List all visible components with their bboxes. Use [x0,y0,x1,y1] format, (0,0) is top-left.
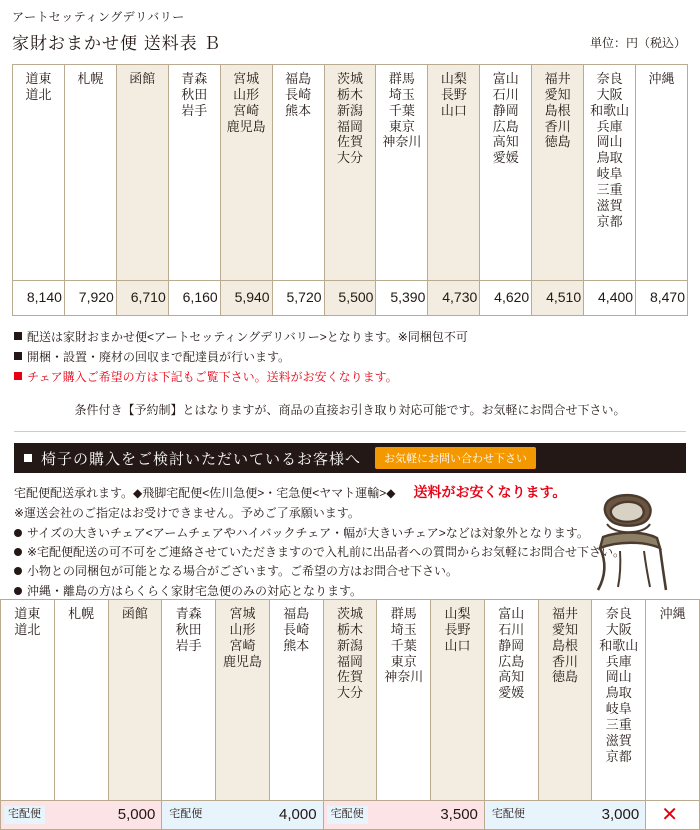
chair-table-region-row [1,600,700,801]
chair-region-cell: 札幌 [54,600,108,801]
fee-price-cell: 4,620 [480,281,532,316]
chair-note-text: 小物との同梱包が可能となる場合がございます。ご希望の方はお問合せ下さい。 [27,564,459,579]
dot-bullet-icon [14,529,22,537]
chair-notes [14,481,686,601]
cheaper-shipping-text: 送料がお安くなります。 [413,484,567,501]
dot-bullet-icon [14,548,22,556]
unit-label: 単位：円（税込） [589,36,686,50]
chair-region-cell: 山梨 長野 山口 [431,600,485,801]
chair-table-price-row [1,801,700,830]
note-text: 開梱・設置・廃材の回収まで配達員が行います。 [27,349,291,364]
chair-note-text: 沖縄・離島の方はらくらく家財宅急便のみの対応となります。 [27,583,363,598]
chair-note-text: サイズの大きいチェア<アームチェアやハイバックチェア・幅が大きいチェア>などは対象外となります。 [27,525,589,540]
fee-region-cell: 富山 石川 静岡 広島 高知 愛媛 [480,65,532,281]
chair-region-cell: 宮城 山形 宮崎 鹿児島 [216,600,270,801]
chair-note-line2: ※運送会社のご指定はお受けできません。予めご了承願います。 [14,506,360,521]
fee-price-cell: 6,710 [116,281,168,316]
divider [14,431,686,432]
header-subtitle: アートセッティングデリバリー [12,10,185,24]
fee-price-cell: 5,940 [220,281,272,316]
chair-region-cell: 茨城 栃木 新潟 福岡 佐賀 大分 [323,600,377,801]
delivery-method-tag: 宅配便 [165,806,206,823]
fee-region-cell: 福島 長崎 熊本 [272,65,324,281]
chair-region-cell: 奈良 大阪 和歌山 兵庫 岡山 鳥取 岐阜 三重 滋賀 京都 [592,600,646,801]
fee-price-cell: 4,510 [532,281,584,316]
chair-price-value: 3,000 [601,805,640,823]
note-item [14,328,686,348]
chair-region-cell: 沖縄 [646,600,700,801]
chair-price-cell [1,801,162,830]
fee-price-cell: 5,390 [376,281,428,316]
fee-region-cell: 青森 秋田 岩手 [168,65,220,281]
chair-price-cell [484,801,645,830]
fee-price-cell: 8,140 [13,281,65,316]
dot-bullet-icon [14,587,22,595]
fee-region-cell: 沖縄 [636,65,688,281]
chair-region-cell: 函館 [108,600,162,801]
note-item [14,368,686,388]
fee-price-cell: 5,500 [324,281,376,316]
delivery-method-tag: 宅配便 [4,806,45,823]
chair-region-cell: 福島 長崎 熊本 [269,600,323,801]
chair-price-value: 4,000 [279,805,317,823]
fee-region-cell: 山梨 長野 山口 [428,65,480,281]
fee-price-cell: 5,720 [272,281,324,316]
chair-region-cell: 富山 石川 静岡 広島 高知 愛媛 [484,600,538,801]
chair-region-cell: 道東 道北 [1,600,55,801]
fee-table [12,64,688,316]
chair-price-cell [646,801,700,830]
fee-region-cell: 宮城 山形 宮崎 鹿児島 [220,65,272,281]
chair-note-line1-text: 宅配便配送承れます。◆飛脚宅配便<佐川急便>・宅急便<ヤマト運輸>◆ [14,486,396,501]
delivery-method-tag: 宅配便 [488,806,529,823]
fee-table-region-row [13,65,688,281]
chair-shipping-table [0,599,700,830]
chair-region-cell: 青森 秋田 岩手 [162,600,216,801]
square-bullet-icon [14,352,22,360]
fee-region-cell: 福井 愛知 島根 香川 徳島 [532,65,584,281]
dot-bullet-icon [14,567,22,575]
square-bullet-icon [14,372,22,380]
chair-note-text: ※宅配便配送の可不可をご連絡させていただきますので入札前に出品者への質問からお気軽にお問合せ下さい。 [27,544,626,559]
chair-banner [14,443,686,473]
delivery-method-tag: 宅配便 [327,806,368,823]
fee-price-cell: 4,730 [428,281,480,316]
fee-region-cell: 茨城 栃木 新潟 福岡 佐賀 大分 [324,65,376,281]
chair-price-cell [323,801,484,830]
note-text: 配送は家財おまかせ便<アートセッティングデリバリー>となります。※同梱包不可 [27,330,468,344]
chair-price-value: 3,500 [440,805,478,823]
fee-region-cell: 道東 道北 [13,65,65,281]
fee-region-cell: 奈良 大阪 和歌山 兵庫 岡山 鳥取 岐阜 三重 滋賀 京都 [584,65,636,281]
chair-price-cell [162,801,323,830]
notes-list [14,328,686,387]
note-item [14,348,686,368]
fee-region-cell: 群馬 埼玉 千葉 東京 神奈川 [376,65,428,281]
page-title: 家財おまかせ便 送料表 Ｂ [12,34,222,53]
chair-illustration-icon [574,491,684,596]
contact-us-badge[interactable]: お気軽にお問い合わせ下さい [375,447,536,469]
fee-region-cell: 函館 [116,65,168,281]
not-available-icon: ✕ [661,803,678,826]
fee-region-cell: 札幌 [64,65,116,281]
chair-price-value: 5,000 [117,805,156,823]
note-text: チェア購入ご希望の方は下記もご覧下さい。送料がお安くなります。 [27,369,398,384]
chair-region-cell: 群馬 埼玉 千葉 東京 神奈川 [377,600,431,801]
square-bullet-icon [24,454,32,462]
square-bullet-icon [14,332,22,340]
chair-banner-title: 椅子の購入をご検討いただいているお客様へ [41,450,362,468]
fee-table-price-row [13,281,688,316]
chair-region-cell: 福井 愛知 島根 香川 徳島 [538,600,592,801]
fee-price-cell: 7,920 [64,281,116,316]
fee-price-cell: 8,470 [636,281,688,316]
fee-price-cell: 4,400 [584,281,636,316]
condition-note: 条件付き【予約制】とはなりますが、商品の直接お引き取り対応可能です。お気軽にお問合せ下さい。 [74,403,626,418]
fee-price-cell: 6,160 [168,281,220,316]
